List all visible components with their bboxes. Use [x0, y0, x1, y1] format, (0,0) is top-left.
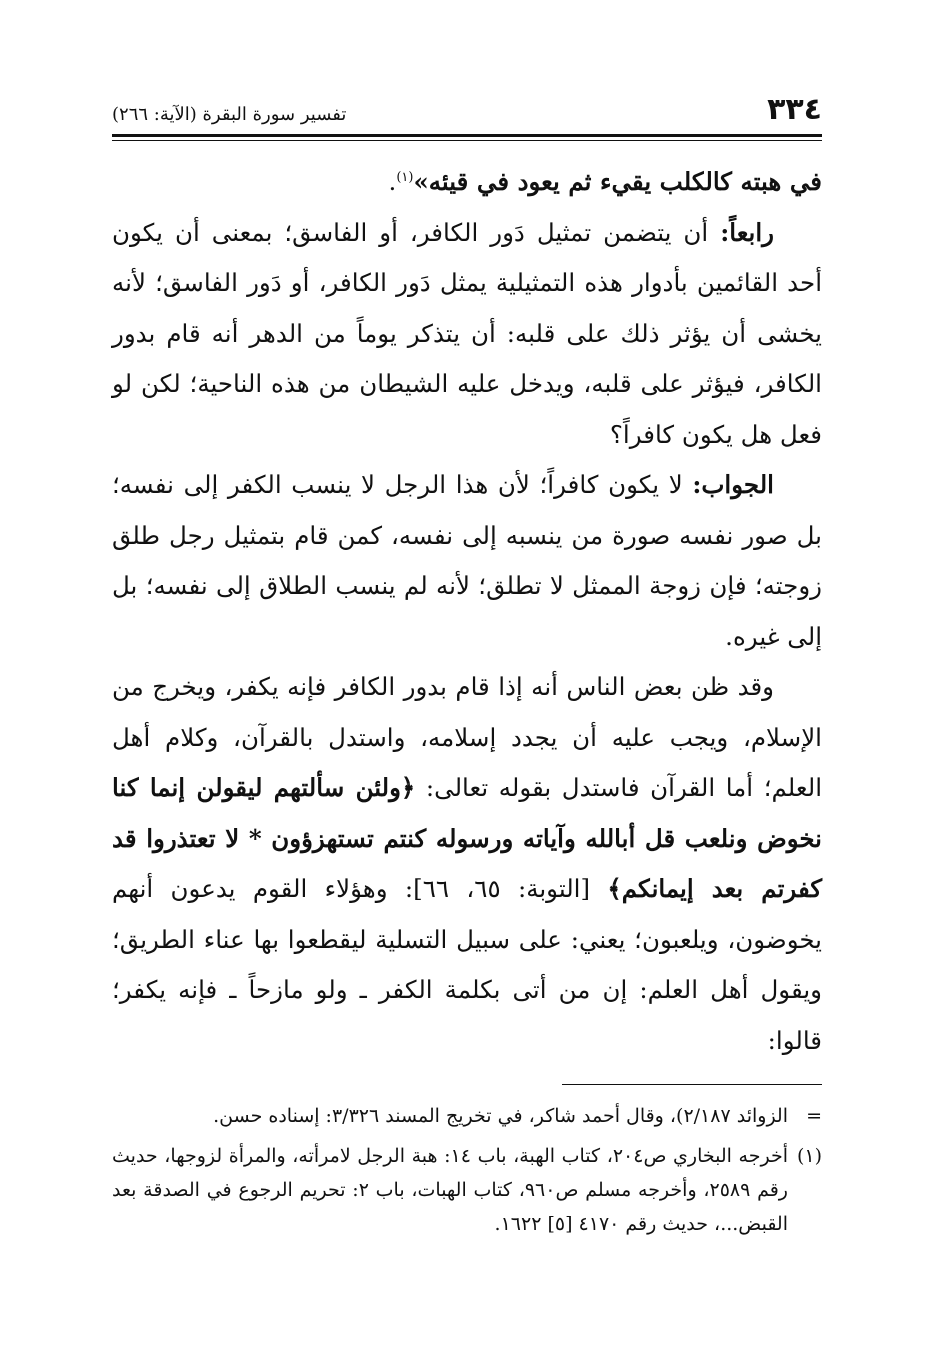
page-number: ٣٣٤	[767, 92, 822, 127]
footnotes	[112, 1099, 822, 1241]
footnote-1	[112, 1139, 822, 1241]
header-rule-thick	[112, 134, 822, 137]
paragraph-1-end: .	[388, 167, 397, 196]
paragraph-3-text: لا يكون كافراً؛ لأن هذا الرجل لا ينسب الكفر إلى نفسه؛ بل صور نفسه صورة من ينسبه إلى نفسه، كمن قام بتمثيل رجل طلق زوجته؛ فإن زوجة الممثل لا تطلق؛ لأنه لم ينسب الطلاق إلى نفسه؛ بل إلى غيره.	[112, 470, 822, 651]
paragraph-3	[112, 460, 822, 662]
paragraph-2	[112, 208, 822, 461]
paragraph-3-label: الجواب:	[692, 470, 774, 499]
footnote-continued-text: الزوائد ٢/١٨٧)، وقال أحمد شاكر، في تخريج المسند ٣/٣٢٦: إسناده حسن.	[213, 1105, 788, 1127]
running-title: تفسير سورة البقرة (الآية: ٢٦٦)	[112, 104, 347, 125]
book-page	[112, 86, 822, 1247]
hadith-ending: في هبته كالكلب يقيء ثم يعود في قيئه»	[413, 167, 822, 196]
paragraph-4	[112, 662, 822, 1066]
footnote-continued-marker: =	[806, 1105, 822, 1127]
quran-verse: ﴿ولئن سألتهم ليقولن إنما كنا نخوض ونلعب قل أبالله وآياته ورسوله كنتم تستهزؤون * لا تعتذروا قد كفرتم بعد إيمانكم﴾	[112, 773, 823, 903]
page-header	[112, 86, 822, 132]
footnote-reference: (١)	[396, 169, 414, 185]
footnote-1-text: أخرجه البخاري ص٢٠٤، كتاب الهبة، باب ١٤: هبة الرجل لامرأته، والمرأة لزوجها، حديث رقم ٢٥٨٩، وأخرجه مسلم ص٩٦٠، كتاب الهبات، باب ٢: تحريم الرجوع في الصدقة بعد القبض...، حديث رقم ٤١٧٠ [٥] ١٦٢٢.	[112, 1145, 788, 1235]
footnote-1-marker: (١)	[796, 1145, 822, 1167]
paragraph-4-after: [التوبة: ٦٥، ٦٦]: وهؤلاء القوم يدعون أنهم يخوضون، ويلعبون؛ يعني: على سبيل التسلية ليقطعوا بها عناء الطريق؛ ويقول أهل العلم: إن من أتى بكلمة الكفر ـ ولو مازحاً ـ فإنه يكفر؛ قالوا:	[112, 874, 822, 1055]
paragraph-1	[112, 157, 822, 208]
main-text	[112, 157, 822, 1066]
footnote-separator	[562, 1084, 822, 1085]
paragraph-4-text: وقد ظن بعض الناس أنه إذا قام بدور الكافر فإنه يكفر، ويخرج من الإسلام، ويجب عليه أن يجدد إسلامه، واستدل بالقرآن، وكلام أهل العلم؛ أما القرآن فاستدل بقوله تعالى:	[112, 672, 823, 802]
footnote-continued	[112, 1099, 822, 1133]
paragraph-2-text: أن يتضمن تمثيل دَور الكافر، أو الفاسق؛ بمعنى أن يكون أحد القائمين بأدوار هذه التمثيلية يمثل دَور الكافر، أو دَور الفاسق؛ لأنه يخشى أن يؤثر ذلك على قلبه: أن يتذكر يوماً من الدهر أنه قام بدور الكافر، فيؤثر على قلبه، ويدخل عليه الشيطان من هذه الناحية؛ لكن لو فعل هل يكون كافراً؟	[112, 217, 822, 449]
paragraph-2-label: رابعاً:	[720, 217, 774, 247]
header-rule-thin	[112, 140, 822, 141]
